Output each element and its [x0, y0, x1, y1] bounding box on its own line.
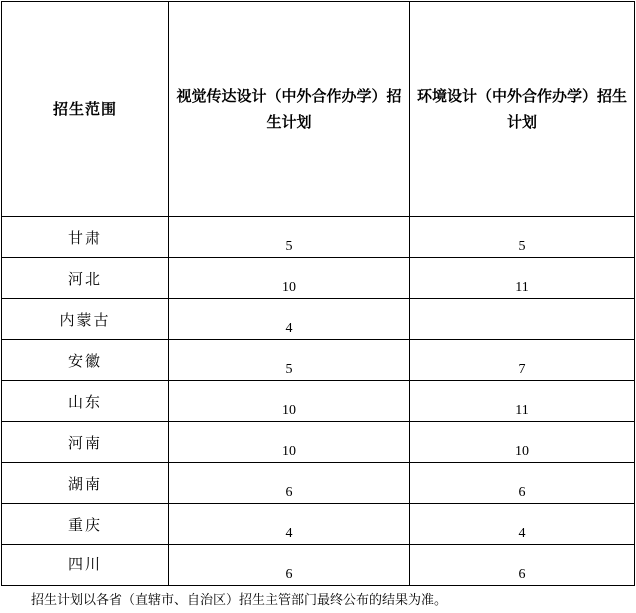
- table-row: [2, 217, 635, 258]
- province-cell: 重庆: [2, 504, 169, 545]
- province-cell: 内蒙古: [2, 299, 169, 340]
- visual-plan-cell: 5: [169, 340, 410, 381]
- header-environment-design-plan: [410, 2, 635, 217]
- table-row: [2, 381, 635, 422]
- enrollment-plan-table: [1, 1, 635, 586]
- visual-plan-cell: 10: [169, 381, 410, 422]
- visual-plan-cell: 10: [169, 422, 410, 463]
- visual-plan-cell: 6: [169, 463, 410, 504]
- header-enrollment-range-label: 招生范围: [52, 100, 117, 118]
- province-cell: 甘肃: [2, 217, 169, 258]
- visual-plan-cell: 6: [169, 545, 410, 586]
- table-row: [2, 340, 635, 381]
- table-row: [2, 258, 635, 299]
- environment-plan-cell: 6: [410, 463, 635, 504]
- province-cell: 四川: [2, 545, 169, 586]
- province-cell: 山东: [2, 381, 169, 422]
- environment-plan-cell: 10: [410, 422, 635, 463]
- visual-plan-cell: 4: [169, 504, 410, 545]
- province-cell: 湖南: [2, 463, 169, 504]
- environment-plan-cell: 11: [410, 258, 635, 299]
- environment-plan-cell: 7: [410, 340, 635, 381]
- header-enrollment-range: [2, 2, 169, 217]
- table-row: [2, 422, 635, 463]
- visual-plan-cell: 4: [169, 299, 410, 340]
- environment-plan-cell: 4: [410, 504, 635, 545]
- header-visual-communication-plan: [169, 2, 410, 217]
- table-row: [2, 299, 635, 340]
- table-row: [2, 504, 635, 545]
- header-visual-communication-label: 视觉传达设计（中外合作办学）招生计划: [176, 87, 402, 131]
- visual-plan-cell: 10: [169, 258, 410, 299]
- environment-plan-cell: 5: [410, 217, 635, 258]
- environment-plan-cell: [410, 299, 635, 340]
- province-cell: 河北: [2, 258, 169, 299]
- environment-plan-cell: 6: [410, 545, 635, 586]
- footnote: 招生计划以各省（直辖市、自治区）招生主管部门最终公布的结果为准。: [31, 593, 448, 608]
- header-environment-design-label: 环境设计（中外合作办学）招生计划: [416, 87, 627, 131]
- table-row: [2, 545, 635, 586]
- table-row: [2, 463, 635, 504]
- visual-plan-cell: 5: [169, 217, 410, 258]
- table-header-row: [2, 2, 635, 217]
- province-cell: 河南: [2, 422, 169, 463]
- environment-plan-cell: 11: [410, 381, 635, 422]
- province-cell: 安徽: [2, 340, 169, 381]
